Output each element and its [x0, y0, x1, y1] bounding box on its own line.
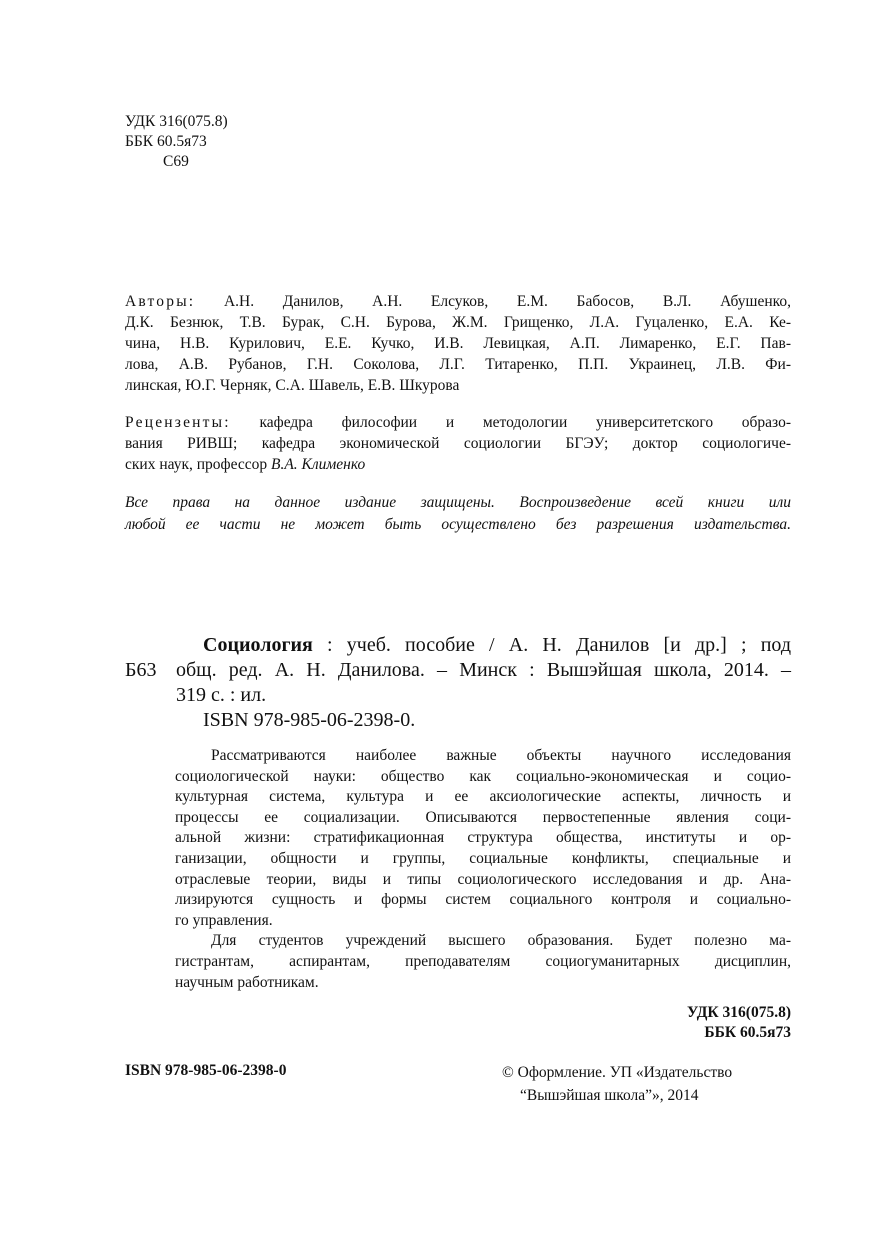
book-title: Социология — [203, 634, 313, 656]
abstract-p1-line-9: го управления. — [175, 911, 273, 929]
abstract-p1-line-6: ганизации, общности и группы, социальные конфликты, специальные и — [175, 849, 791, 867]
library-code: Б63 — [125, 659, 157, 681]
footer-isbn: ISBN 978-985-06-2398-0 — [125, 1062, 287, 1079]
abstract-p1-line-2: социологической науки: общество как социально-экономическая и социо- — [175, 767, 791, 785]
authors-line-2: Д.К. Безнюк, Т.В. Бурак, С.Н. Бурова, Ж.М. Грищенко, Л.А. Гуцаленко, Е.А. Ке- — [125, 314, 791, 331]
rights-notice — [125, 492, 791, 536]
abstract-p1-line-8: лизируются сущность и формы систем социального контроля и социально- — [175, 891, 791, 909]
abstract-p2-line-2: гистрантам, аспирантам, преподавателям социогуманитарных дисциплин, — [175, 952, 791, 970]
footer-bbk: ББК 60.5я73 — [704, 1024, 791, 1041]
abstract-p1-line-7: отраслевые теории, виды и типы социологического исследования и др. Ана- — [175, 870, 791, 888]
rights-line-2: любой ее части не может быть осуществлено без разрешения издательства. — [125, 516, 791, 533]
copyright-line-1: © Оформление. УП «Издательство — [502, 1064, 733, 1081]
reviewers-text: кафедра философии и методологии университетского образо- — [259, 414, 792, 431]
udk-code: УДК 316(075.8) — [125, 113, 228, 130]
bibliographic-description — [176, 633, 791, 733]
bbk-code: ББК 60.5я73 — [125, 133, 207, 150]
reviewers-line-3 — [125, 454, 791, 475]
reviewers-line-2: вания РИВШ; кафедра экономической социологии БГЭУ; доктор социологиче- — [125, 435, 791, 452]
reviewers-block — [125, 412, 791, 475]
abstract-p1-line-3: культурная система, культура и ее аксиологические аспекты, личность и — [175, 788, 791, 806]
biblio-line-1 — [176, 633, 791, 658]
biblio-line-2: общ. ред. А. Н. Данилова. – Минск : Вышэйшая школа, 2014. – — [176, 659, 791, 681]
reviewers-line-1 — [125, 412, 791, 433]
abstract — [175, 746, 791, 993]
authors-block — [125, 291, 791, 396]
copyright-line-2: “Вышэйшая школа”», 2014 — [520, 1087, 699, 1104]
footer-codes — [591, 1003, 791, 1043]
header-codes — [125, 112, 228, 172]
abstract-p2-line-3: научным работникам. — [175, 973, 319, 991]
copyright-notice — [502, 1061, 791, 1107]
authors-line-3: чина, Н.В. Курилович, Е.Е. Кучко, И.В. Левицкая, А.П. Лимаренко, Е.Г. Пав- — [125, 335, 791, 352]
rights-line-1: Все права на данное издание защищены. Воспроизведение всей книги или — [125, 494, 791, 511]
biblio-isbn: ISBN 978-985-06-2398-0. — [203, 709, 416, 731]
biblio-line-3: 319 с. : ил. — [176, 684, 267, 706]
authors-line-1 — [125, 291, 791, 312]
reviewers-label: Рецензенты: — [125, 414, 231, 431]
authors-line-5: линская, Ю.Г. Черняк, С.А. Шавель, Е.В. Шкурова — [125, 377, 460, 394]
reviewers-text-end: ских наук, профессор — [125, 456, 268, 473]
abstract-p1-line-1: Рассматриваются наиболее важные объекты научного исследования — [211, 747, 791, 764]
biblio-line-1-rest: : учеб. пособие / А. Н. Данилов [и др.] ; под — [327, 634, 792, 656]
authors-label: Авторы: — [125, 293, 196, 310]
abstract-p1-line-5: альной жизни: стратификационная структура общества, институты и ор- — [175, 829, 791, 847]
authors-line-4: лова, А.В. Рубанов, Г.Н. Соколова, Л.Г. Титаренко, П.П. Украинец, Л.В. Фи- — [125, 356, 791, 373]
reviewer-name: В.А. Клименко — [271, 456, 366, 473]
footer-udk: УДК 316(075.8) — [686, 1004, 791, 1021]
authors-text: А.Н. Данилов, А.Н. Елсуков, Е.М. Бабосов, В.Л. Абушенко, — [223, 293, 792, 310]
abstract-p2-line-1: Для студентов учреждений высшего образования. Будет полезно ма- — [211, 932, 791, 950]
abstract-p1-line-4: процессы ее социализации. Описываются первостепенные явления соци- — [175, 808, 791, 826]
author-mark: С69 — [163, 153, 189, 170]
